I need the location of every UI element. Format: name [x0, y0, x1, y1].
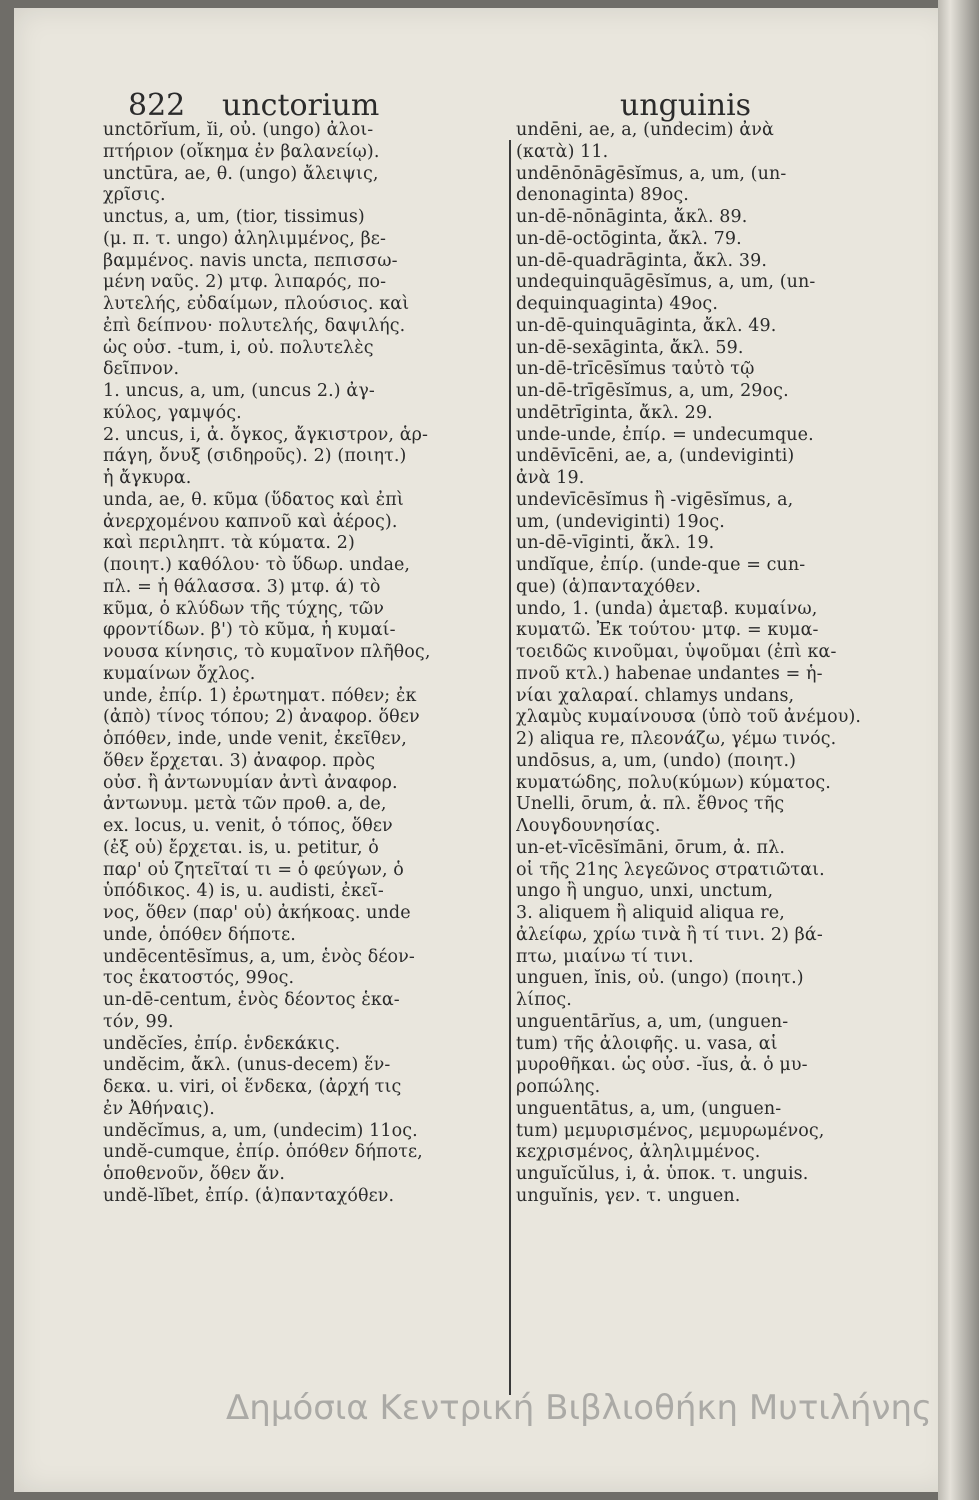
entry-line: unguĭcŭlus, i, ἀ. ὑποκ. τ. unguis. [516, 1164, 809, 1184]
entry-line: ἀνὰ 19. [516, 468, 585, 488]
entry-line: ἀλείφω, χρίω τινὰ ἢ τί τινι. 2) βά- [516, 924, 823, 945]
entry-line: κυματῶ. Ἐκ τούτου· μτφ. = κυμα- [516, 620, 819, 641]
entry-line: (ποιητ.) καθόλου· τὸ ὕδωρ. undae, [103, 555, 411, 575]
entry-line: πλ. = ἡ θάλασσα. 3) μτφ. ά) τὸ [103, 576, 381, 597]
entry-line: un-et-vīcēsĭmāni, ōrum, ἀ. πλ. [516, 837, 785, 858]
entry-line: un-dē-trīcēsĭmus ταὐτὸ τῷ [516, 359, 755, 380]
entry-line: ὁπόθεν, inde, unde venit, ἐκεῖθεν, [103, 729, 407, 749]
entry-line: undĕcim, ἄκλ. (unus-decem) ἕν- [103, 1055, 391, 1076]
page-number: 822 [128, 88, 186, 123]
entry-line: dequinquaginta) 49ος. [516, 294, 718, 314]
entry-line: unde, ἐπίρ. 1) ἐρωτηματ. πόθεν; ἐκ [103, 685, 417, 706]
entry-line: ungo ἢ unguo, unxi, unctum, [516, 881, 774, 902]
library-watermark: Δημόσια Κεντρική Βιβλιοθήκη Μυτιλήνης [226, 1388, 932, 1428]
entry-line: (μ. π. τ. ungo) ἀληλιμμένος, βε- [103, 228, 386, 249]
entry-line: Λουγδουνησίας. [516, 816, 661, 836]
entry-line: χλαμὺς κυμαίνουσα (ὑπὸ τοῦ ἀνέμου). [516, 707, 862, 728]
entry-line: undēnōnāgēsĭmus, a, um, (un- [516, 163, 787, 184]
entry-line: undo, 1. (unda) ἀμεταβ. κυμαίνω, [516, 598, 818, 619]
entry-line: unda, ae, θ. κῦμα (ὕδατος καὶ ἐπὶ [103, 489, 404, 510]
entry-line: undōsus, a, um, (undo) (ποιητ.) [516, 750, 797, 771]
entry-line: undĭque, ἐπίρ. (unde-que = cun- [516, 555, 806, 575]
entry-line: ὁποθενοῦν, ὅθεν ἄν. [103, 1164, 286, 1184]
entry-line: un-dē-centum, ἑνὸς δέοντος ἑκα- [103, 990, 400, 1010]
entry-line: χρῖσις. [103, 185, 166, 206]
entry-line: πνοῦ κτλ.) habenae undantes = ἡ- [516, 663, 823, 684]
entry-line: τόν, 99. [103, 1011, 174, 1032]
entry-line: un-dē-trīgēsĭmus, a, um, 29ος. [516, 381, 789, 401]
entry-line: κεχρισμένος, ἀληλιμμένος. [516, 1142, 761, 1163]
entry-line: ex. locus, u. venit, ὁ τόπος, ὅθεν [103, 816, 393, 836]
entry-line: undēni, ae, a, (undecim) ἀνὰ [516, 120, 774, 140]
entry-line: καὶ περιληπτ. τὰ κύματα. 2) [103, 533, 355, 554]
header-first-entry: unctorium [222, 88, 380, 123]
entry-line: (ἐξ οὗ) ἔρχεται. is, u. petitur, ὁ [103, 837, 379, 858]
column-divider [509, 140, 511, 1395]
entry-line: un-dē-quadrāginta, ἄκλ. 39. [516, 250, 767, 271]
entry-line: undĕ-cumque, ἐπίρ. ὁπόθεν δήποτε, [103, 1142, 423, 1163]
entry-line: unguentātus, a, um, (unguen- [516, 1098, 782, 1119]
entry-line: πτω, μιαίνω τί τινι. [516, 946, 694, 967]
entry-line: ἀντωνυμ. μετὰ τῶν προθ. a, de, [103, 794, 387, 815]
entry-line: denonaginta) 89ος. [516, 185, 689, 206]
entry-line: unctus, a, um, (tior, tissimus) [103, 207, 365, 227]
entry-line: ἐπὶ δείπνου· πολυτελής, δαψιλής. [103, 315, 406, 336]
entry-line: κυμαίνων ὄχλος. [103, 663, 256, 684]
entry-line: δεῖπνον. [103, 359, 180, 380]
entry-line: πάγη, ὄνυξ (σιδηροῦς). 2) (ποιητ.) [103, 446, 407, 467]
entry-line: ὑπόδικος. 4) is, u. audisti, ἐκεῖ- [103, 881, 384, 902]
left-column [103, 120, 508, 1208]
entry-line: unguentārĭus, a, um, (unguen- [516, 1011, 789, 1032]
entry-line: παρ' οὗ ζητεῖταί τι = ὁ φεύγων, ὁ [103, 859, 404, 880]
entry-line: ἀνερχομένου καπνοῦ καὶ ἀέρος). [103, 511, 398, 532]
entry-line: 2. uncus, i, ἀ. ὄγκος, ἄγκιστρον, ἁρ- [103, 424, 429, 445]
entry-line: ὅθεν ἔρχεται. 3) ἀναφορ. πρὸς [103, 750, 376, 771]
entry-line: undĕ-lĭbet, ἐπίρ. (ἁ)πανταχόθεν. [103, 1185, 395, 1206]
entry-line: unguen, ĭnis, οὐ. (ungo) (ποιητ.) [516, 968, 804, 989]
entry-line: tum) μεμυρισμένος, μεμυρωμένος, [516, 1120, 825, 1141]
entry-line: κῦμα, ὁ κλύδων τῆς τύχης, τῶν [103, 598, 385, 619]
entry-line: κυματώδης, πολυ(κύμων) κύματος. [516, 772, 831, 793]
entry-line: λίπος. [516, 990, 572, 1010]
entry-line: ἡ ἄγκυρα. [103, 468, 192, 488]
entry-line: undequinquāgēsĭmus, a, um, (un- [516, 272, 816, 293]
entry-line: λυτελής, εὐδαίμων, πλούσιος. καὶ [103, 294, 410, 314]
entry-line: μένη ναῦς. 2) μτφ. λιπαρός, πο- [103, 272, 387, 293]
entry-line: undevīcēsĭmus ἢ -vigēsĭmus, a, [516, 489, 794, 510]
entry-line: τοειδῶς κινοῦμαι, ὑψοῦμαι (ἐπὶ κα- [516, 642, 837, 662]
entry-line: un-dē-octōginta, ἄκλ. 79. [516, 228, 742, 249]
entry-line: μυροθῆκαι. ὡς οὐσ. -ĭus, ἀ. ὁ μυ- [516, 1055, 808, 1076]
entry-line: βαμμένος. navis uncta, πεπισσω- [103, 250, 398, 271]
entry-line: οἱ τῆς 21ης λεγεῶνος στρατιῶται. [516, 859, 825, 880]
entry-line: un-dē-quinquāginta, ἄκλ. 49. [516, 315, 777, 336]
entry-line: un-dē-sexāginta, ἄκλ. 59. [516, 337, 744, 358]
entry-line: νος, ὅθεν (παρ' οὗ) ἀκήκοας. unde [103, 903, 411, 923]
entry-line: unde-unde, ἐπίρ. = undecumque. [516, 424, 814, 445]
entry-line: unguĭnis, γεν. τ. unguen. [516, 1185, 741, 1206]
entry-line: undĕcĭmus, a, um, (undecim) 11ος. [103, 1120, 418, 1141]
entry-line: unctūra, ae, θ. (ungo) ἄλειψις, [103, 163, 379, 184]
entry-line: τος ἑκατοστός, 99ος. [103, 968, 295, 989]
entry-line: undĕcĭes, ἐπίρ. ἑνδεκάκις. [103, 1033, 341, 1054]
page-header [100, 80, 780, 123]
entry-line: φροντίδων. β') τὸ κῦμα, ἡ κυμαί- [103, 620, 396, 641]
entry-line: δεκα. u. viri, οἱ ἕνδεκα, (ἀρχή τις [103, 1077, 402, 1097]
entry-line: ἐν Ἀθήναις). [103, 1098, 215, 1119]
entry-line: unde, ὁπόθεν δήποτε. [103, 924, 296, 945]
page-edge [938, 0, 979, 1500]
entry-line: undētrīginta, ἄκλ. 29. [516, 402, 713, 423]
entry-line: unctōrĭum, ĭi, οὐ. (ungo) ἀλοι- [103, 120, 374, 140]
entry-line: un-dē-vīginti, ἄκλ. 19. [516, 533, 715, 554]
entry-line: (ἀπὸ) τίνος τόπου; 2) ἀναφορ. ὅθεν [103, 707, 420, 728]
entry-line: πτήριον (οἴκημα ἐν βαλανείῳ). [103, 141, 380, 162]
entry-line: 2) aliqua re, πλεονάζω, γέμω τινός. [516, 729, 837, 749]
entry-line: ὡς οὐσ. -tum, i, οὐ. πολυτελὲς [103, 337, 374, 358]
entry-line: οὐσ. ἢ ἀντωνυμίαν ἀντὶ ἀναφορ. [103, 772, 398, 793]
entry-line: um, (undeviginti) 19ος. [516, 511, 725, 532]
entry-line: νουσα κίνησις, τὸ κυμαῖνον πλῆθος, [103, 642, 431, 662]
entry-line: tum) τῆς ἀλοιφῆς. u. vasa, αἱ [516, 1033, 778, 1054]
right-column [516, 120, 922, 1208]
entry-line: ροπώλης. [516, 1077, 601, 1097]
header-last-entry: unguinis [620, 88, 752, 123]
entry-line: 1. uncus, a, um, (uncus 2.) ἀγ- [103, 381, 375, 401]
entry-line: Unelli, ōrum, ἀ. πλ. ἔθνος τῆς [516, 794, 785, 815]
entry-line: νίαι χαλαραί. chlamys undans, [516, 685, 795, 706]
entry-line: un-dē-nōnāginta, ἄκλ. 89. [516, 207, 748, 227]
entry-line: undēcentēsĭmus, a, um, ἑνὸς δέον- [103, 946, 415, 967]
entry-line: 3. aliquem ἢ aliquid aliqua re, [516, 903, 785, 923]
entry-line: κύλος, γαμψός. [103, 402, 242, 423]
entry-line: (κατὰ) 11. [516, 141, 609, 162]
entry-line: que) (ἁ)πανταχόθεν. [516, 576, 701, 597]
entry-line: undēvīcēni, ae, a, (undeviginti) [516, 446, 795, 467]
